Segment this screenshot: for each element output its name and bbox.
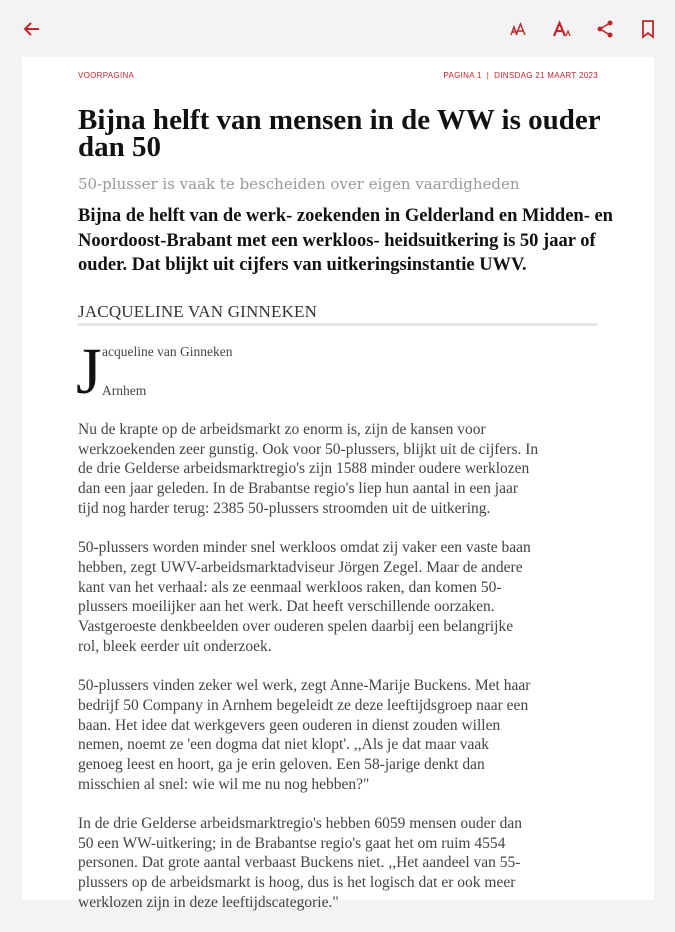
text-line: misschien al snel: wie wil me nu nog hebben?" <box>78 775 370 793</box>
section-label: VOORPAGINA <box>78 71 135 80</box>
text-line: Vastgeroeste denkbeelden over ouderen spelen daarbij een belangrijke <box>78 618 514 636</box>
text-line: plussers op de arbeidsmarkt is hoog, dus is het logisch dat er ook meer <box>78 874 516 892</box>
text-line: Nu de krapte op de arbeidsmarkt zo enorm is, zijn de kansen voor <box>78 421 486 438</box>
body-paragraph <box>78 538 618 656</box>
text-line: In de drie Gelderse arbeidsmarktregio's hebben 6059 mensen ouder dan <box>78 815 522 833</box>
page-info: PAGINA 1 | DINSDAG 21 MAART 2023 <box>443 71 598 80</box>
text-line: bedrijf 50 Company in Arnhem begeleidt ze deze leeftijdsgroep naar een <box>78 696 529 714</box>
text-line: werklozen zijn in deze leeftijdscategorie." <box>78 893 339 911</box>
article-body <box>78 420 618 932</box>
text-line: kant van het verhaal: als ze eenmaal werkloos raken, dan komen 50- <box>78 578 502 596</box>
text-line: plussers moeilijker aan het werk. Dat heeft verschillende oorzaken. <box>78 598 495 616</box>
article-lead: Bijna de helft van de werk- zoekenden in Gelderland en Midden- en Noordoost-Brabant met een werkloos- heidsuitkering is 50 jaar of ouder. Dat blijkt uit cijfers van uitkeringsinstantie UWV. <box>78 206 613 275</box>
article-title: Bijna helft van mensen in de WW is ouder dan 50 <box>78 104 601 163</box>
text-line: rol, bleek eerder uit onderzoek. <box>78 637 272 655</box>
text-larger-icon[interactable] <box>549 15 577 43</box>
author-name: acqueline van Ginneken <box>102 344 233 359</box>
text-line: 50-plussers vinden zeker wel werk, zegt Anne-Marije Buckens. Met haar <box>78 677 531 695</box>
top-toolbar <box>0 0 675 57</box>
text-line: 50 een WW-uitkering; in de Brabantse regio's gaat het om ruim 4554 <box>78 834 506 852</box>
text-line: hebben, zegt UWV-arbeidsmarktadviseur Jörgen Zegel. Maar de andere <box>78 558 523 576</box>
share-icon[interactable] <box>591 15 619 43</box>
text-line: werkzoekenden zeer gunstig. Ook voor 50-plussers, blijkt uit de cijfers. In <box>78 440 539 458</box>
body-paragraph <box>78 420 618 519</box>
text-line: genoeg leest en hoort, ga je erin geloven. Een 58-jarige denkt dan <box>78 755 485 773</box>
text-line: personen. Dat grote aantal verbaast Buckens niet. ,,Het aandeel van 55- <box>78 854 521 872</box>
divider <box>78 323 598 326</box>
text-line: baan. Het idee dat werkgevers geen ouderen in dienst zouden willen <box>78 716 501 734</box>
text-line: dan een jaar geleden. In de Brabantse regio's liep hun aantal in een jaar <box>78 480 519 498</box>
text-line: tijd nog harder terug: 2385 50-plussers stroomden uit de uitkering. <box>78 499 491 517</box>
byline: JACQUELINE VAN GINNEKEN <box>78 302 318 321</box>
back-arrow-icon[interactable] <box>18 15 46 43</box>
body-paragraph <box>78 676 618 794</box>
drop-cap: J <box>76 335 102 408</box>
article-page <box>22 57 654 911</box>
text-line: nemen, noemt ze 'een dogma dat niet klopt'. ,,Als je dat maar vaak <box>78 736 490 754</box>
text-smaller-icon[interactable] <box>505 15 533 43</box>
text-line: de drie Gelderse arbeidsmarktregio's zijn 1588 minder oudere werklozen <box>78 460 530 478</box>
text-line: 50-plussers worden minder snel werkloos omdat zij vaker een vaste baan <box>78 539 531 557</box>
location: Arnhem <box>102 383 147 398</box>
article-subtitle: 50-plusser is vaak te bescheiden over eigen vaardigheden <box>78 175 520 193</box>
bookmark-icon[interactable] <box>634 15 662 43</box>
body-paragraph <box>78 814 618 913</box>
